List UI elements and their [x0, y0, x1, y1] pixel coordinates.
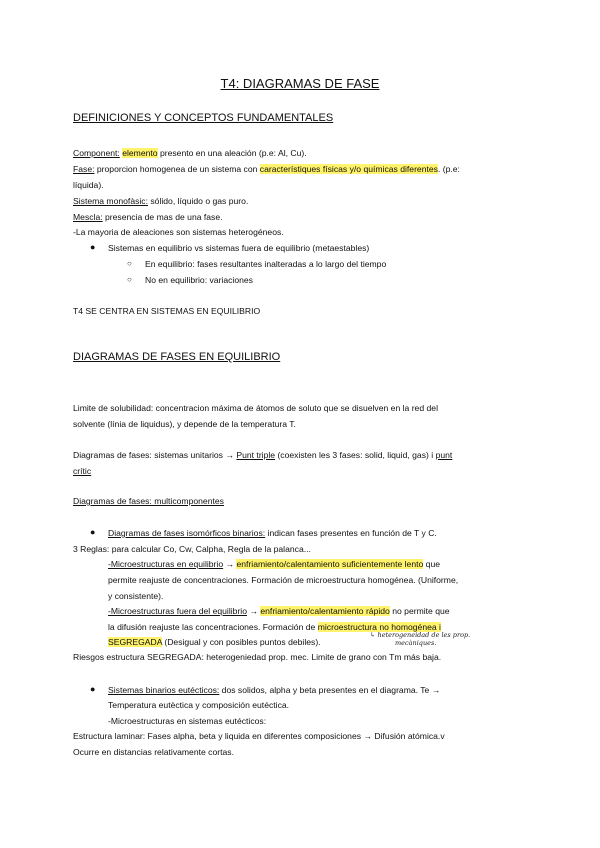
- micro-equilibrio-line-2: permite reajuste de concentraciones. Formación de microestructura homogénea. (Uniforme,: [108, 575, 459, 585]
- limite-line-1: Limite de solubilidad: concentracion máxima de átomos de soluto que se disuelven en la red del: [73, 403, 438, 413]
- highlight-no-homogenea: microestructura no homogénea i: [317, 622, 441, 632]
- sistema-text: sólido, líquido o gas puro.: [148, 196, 249, 206]
- isomorficos-line: [108, 528, 437, 539]
- eutecticos-line-3: -Microestructuras en sistemas eutécticos:: [108, 716, 267, 726]
- document-title: T4: DIAGRAMAS DE FASE: [220, 76, 380, 91]
- fase-text-2: . (p.e:: [437, 164, 460, 174]
- handwritten-note-line-2: mecàniques.: [395, 639, 437, 647]
- section-heading-diagramas: DIAGRAMAS DE FASES EN EQUILIBRIO: [73, 351, 281, 363]
- riesgos-line: Riesgos estructura SEGREGADA: heterogeniedad prop. mec. Limite de grano con Tm más baja.: [73, 652, 442, 662]
- term-critic: crític: [73, 466, 92, 476]
- highlight-enfriamiento-rapido: enfriamiento/calentamiento rápido: [260, 606, 390, 616]
- micro-equilibrio-line-3: y consistente).: [108, 591, 164, 601]
- bullet-equilibrio: Sistemas en equilibrio vs sistemas fuera de equilibrio (metaestables): [108, 243, 370, 253]
- unitarios-text-2: (coexisten les 3 fases: solid, liquid, gas) i: [275, 450, 436, 460]
- micro-fuera-text-3: (Desigual y con posibles puntos debiles).: [161, 637, 321, 647]
- definition-sistema-monofasic: [73, 196, 248, 207]
- micro-fuera-line: [108, 606, 450, 617]
- bullet-circle-icon: ○: [127, 259, 132, 268]
- eutecticos-line-2: Temperatura eutèctica y composición eutéctica.: [108, 700, 290, 710]
- limite-line-2: solvente (línia de liquidus), y depende de la temperatura T.: [73, 419, 296, 429]
- definition-mescla: [73, 212, 223, 223]
- highlight-enfriamiento-lento: enfriamiento/calentamiento suficientemente lento: [236, 559, 424, 569]
- bullet-dot-icon: ●: [90, 242, 96, 252]
- term-isomorficos: Diagramas de fases isomórficos binarios:: [108, 528, 266, 538]
- multicomponentes-heading: Diagramas de fases: multicomponentes: [73, 496, 224, 506]
- subbullet-no-equilibrio: No en equilibrio: variaciones: [145, 275, 253, 285]
- isomorficos-text: indican fases presentes en función de T y C.: [265, 528, 437, 538]
- eutecticos-text: dos solidos, alpha y beta presentes en el diagrama. Te →: [219, 685, 441, 695]
- arrow-icon: →: [247, 606, 261, 616]
- micro-fuera-line-3: [108, 637, 321, 648]
- laminar-line-2: Ocurre en distancias relativamente cortas.: [73, 747, 234, 757]
- reglas-line: 3 Reglas: para calcular Co, Cw, Calpha, Regla de la palanca...: [73, 544, 311, 554]
- micro-equilibrio-line: [108, 559, 440, 570]
- laminar-line-1: Estructura laminar: Fases alpha, beta y liquida en diferentes composiciones → Difusión atómica.v: [73, 731, 445, 741]
- highlight-caracteristiques: característiques físicas y/o químicas diferentes: [259, 164, 438, 174]
- micro-equilibrio-text: que: [423, 559, 441, 569]
- unitarios-text-1: Diagramas de fases: sistemas unitarios →: [73, 450, 237, 460]
- term-eutecticos: Sistemas binarios eutécticos:: [108, 685, 220, 695]
- highlight-elemento: elemento: [122, 148, 158, 158]
- bullet-dot-icon: ●: [90, 684, 96, 694]
- term-fase: Fase:: [73, 164, 95, 174]
- bullet-circle-icon: ○: [127, 275, 132, 284]
- handwritten-note-line-1: ↳ heterogeneidad de les prop.: [370, 631, 471, 639]
- eutecticos-line: [108, 685, 440, 696]
- highlight-segregada: SEGREGADA: [108, 637, 162, 647]
- micro-fuera-text-2: la difusión reajuste las concentraciones. Formación de: [108, 622, 318, 632]
- section-heading-definitions: DEFINICIONES Y CONCEPTOS FUNDAMENTALES: [73, 112, 334, 124]
- arrow-icon: →: [223, 559, 237, 569]
- definition-component: [73, 148, 307, 159]
- term-micro-equilibrio: -Microestructuras en equilibrio: [108, 559, 224, 569]
- term-punt: punt: [435, 450, 453, 460]
- fase-continuation: líquida).: [73, 180, 104, 190]
- t4-note: T4 SE CENTRA EN SISTEMAS EN EQUILIBRIO: [73, 306, 261, 316]
- term-punt-triple: Punt triple: [236, 450, 276, 460]
- mescla-text: presencia de mas de una fase.: [102, 212, 223, 222]
- mayoria-text: -La mayoria de aleaciones son sistemas heterogéneos.: [73, 227, 284, 237]
- definition-fase: [73, 164, 460, 175]
- term-component: Component:: [73, 148, 120, 158]
- component-text: presento en una aleación (p.e: Al, Cu).: [157, 148, 307, 158]
- term-micro-fuera: -Microestructuras fuera del equilibrio: [108, 606, 247, 616]
- subbullet-en-equilibrio: En equilibrio: fases resultantes inalteradas a lo largo del tiempo: [145, 259, 387, 269]
- term-sistema-monofasic: Sistema monofàsic:: [73, 196, 148, 206]
- unitarios-line: [73, 450, 452, 461]
- bullet-dot-icon: ●: [90, 527, 96, 537]
- fase-text-1: proporcion homogenea de un sistema con: [94, 164, 260, 174]
- micro-fuera-text: no permite que: [389, 606, 450, 616]
- term-mescla: Mescla:: [73, 212, 103, 222]
